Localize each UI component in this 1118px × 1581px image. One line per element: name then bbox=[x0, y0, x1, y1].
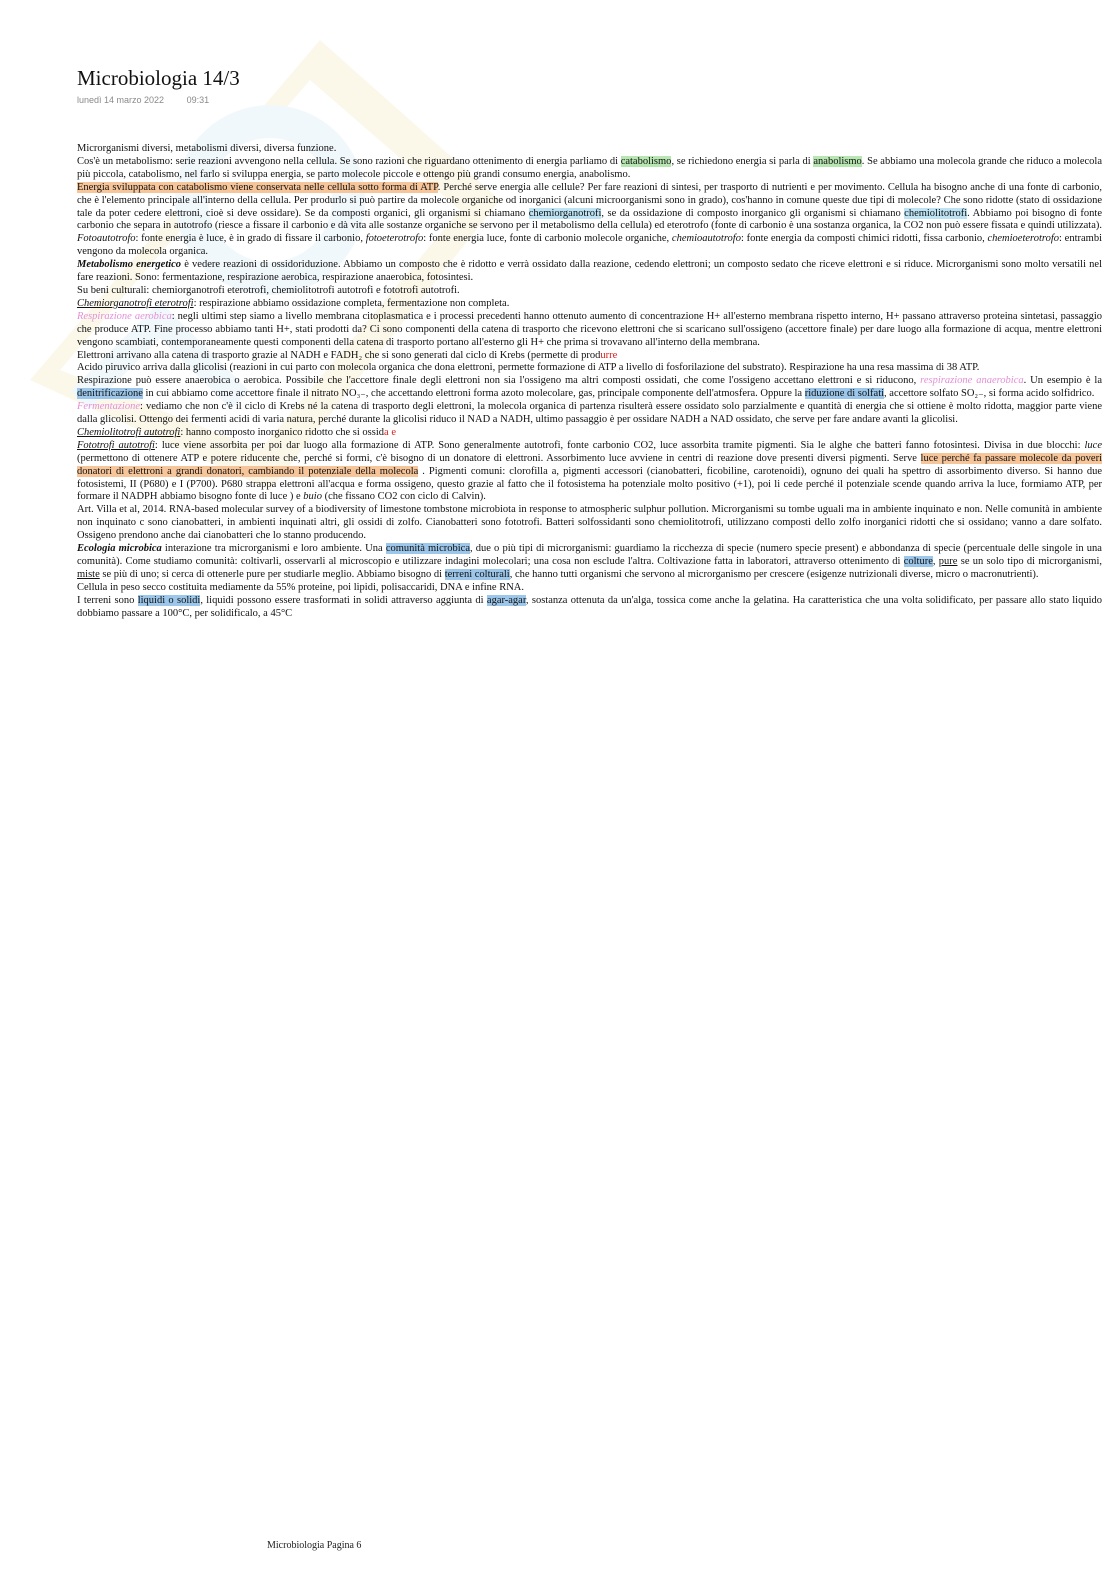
note-paragraph bbox=[77, 285, 1102, 298]
highlighted-text: Energia sviluppata con catabolismo viene conservata nelle cellula sotto forma di ATP bbox=[77, 181, 438, 193]
text-run: : fonte energia da composti chimici ridotti, fissa carbonio, bbox=[740, 233, 988, 245]
note-paragraph bbox=[77, 543, 1102, 582]
underlined-term: pure bbox=[938, 556, 958, 567]
text-run: . Un esempio è la bbox=[1023, 375, 1103, 387]
text-run: Elettroni arrivano alla catena di trasporto grazie al NADH e FADH₂ che si sono generati dal ciclo di Krebs (permette di prod bbox=[77, 349, 601, 361]
text-run: . Abbiamo poi bisogno di fonte carbonio che separa in autotrofo (riesce a fissare il carbonio e dà vita alle sostanze organiche se servono per il metabolismo della cellula) ed eterotrofo (fonte di carbonio è una sostanza organica, la CO2 non può essere fissata e quindi utilizzata). bbox=[77, 207, 1102, 232]
text-run: Respirazione può essere anaerobica o aerobica. Possibile che l'accettore finale degli elettroni non sia l'ossigeno ma altri composti ossidati, che come l'ossigeno accettano elettroni e si riducono, bbox=[77, 375, 921, 387]
text-run: : hanno composto inorganico ridotto che si ossid bbox=[180, 426, 385, 438]
highlighted-text: catabolismo bbox=[620, 155, 672, 167]
text-run: : fonte energia è luce, è in grado di fissare il carbonio, bbox=[135, 233, 366, 245]
notes-body bbox=[77, 143, 1102, 621]
highlighted-text: liquidi o solidi bbox=[137, 594, 201, 606]
italic-term: buio bbox=[303, 491, 322, 503]
text-run: : fonte energia luce, fonte di carbonio molecole organiche, bbox=[423, 233, 672, 245]
page-meta bbox=[77, 95, 209, 105]
text-run: in cui abbiamo come accettore finale il nitrato NO₃₋, che accettando elettroni forma azoto molecolare, gas, principale componente dell'atmosfera. Oppure la bbox=[142, 388, 805, 400]
text-run: se un solo tipo di microrganismi, bbox=[957, 556, 1102, 567]
text-run: Cos'è un metabolismo: serie reazioni avvengono nella cellula. Se sono razioni che riguardano ottenimento di energia parliamo di bbox=[77, 155, 621, 167]
note-paragraph bbox=[77, 298, 1102, 311]
text-run: : vediamo che non c'è il ciclo di Krebs né la catena di trasporto degli elettroni, la molecola organica di partenza risulterà essere ossidato solo parzialmente e quantità di energia che si ottiene è molto ridotta, maggior parte viene dalla glicolisi. Ottengo dei fermenti acidi di varia natura, perché durante la glicolisi riduco il NAD a NADH, ultimo passaggio è per ossidare NADH a NAD ossidato, che serve per fare andare avanti la glicolisi. bbox=[77, 401, 1102, 426]
text-run: (permettono di ottenere ATP e potere riducente che, perché si formi, c'è bisogno di un donatore di elettroni. Assorbimento luce avviene in centri di reazione dove presenti diversi pigmenti. Serve bbox=[77, 452, 921, 464]
text-run: , liquidi possono essere trasformati in solidi attraverso aggiunta di bbox=[200, 594, 487, 606]
text-run: : luce viene assorbita per poi dar luogo alla formazione di ATP. Sono generalmente autotrofi, fonte carbonio CO2, luce assorbita tramite pigmenti. Sia le alghe che batteri fanno fotosintesi. Divisa in due blocchi: bbox=[154, 439, 1085, 451]
text-run: . Pigmenti comuni: clorofilla a, pigmenti accessori (cianobatteri, ficobiline, carotenoidi), ognuno dei quali ha spettro di assorbimento diverso. Si hanno due fotosistemi, II (P680) e I (P700). P680 strappa elettroni all'acqua e forma ossigeno, questo grazie al fatto che il fotosistema ha potenziale molto positivo (+1), poi li cede perché il potenziale scende quando arriva la luce, formiamo ATP, per formare il NADPH abbiamo bisogno fonte di luce ) e bbox=[77, 465, 1102, 503]
colored-term: respirazione anaerobica bbox=[920, 375, 1024, 387]
section-heading: Chemiolitotrofi autotrofi bbox=[77, 426, 181, 438]
highlighted-text: comunità microbica bbox=[385, 543, 470, 555]
text-run: , se da ossidazione di composto inorganico gli organismi si chiamano bbox=[601, 207, 905, 219]
highlighted-text: terreni colturali bbox=[444, 568, 510, 580]
text-run: , bbox=[932, 556, 939, 567]
text-run: I terreni sono bbox=[77, 594, 138, 606]
colored-term: Respirazione aerobica bbox=[77, 310, 172, 322]
text-run: è vedere reazioni di ossidoriduzione. Abbiamo un composto che è ridotto e verrà ossidato dalla reazione, cedendo elettroni; un composto sedato che riceve elettroni e si riduce. Microrganismi sono molto versatili nel fare reazioni. Sono: fermentazione, respirazione aerobica, respirazione anaerobica, fotosintesi. bbox=[77, 259, 1102, 284]
note-paragraph bbox=[77, 375, 1102, 401]
highlighted-text: colture bbox=[903, 556, 933, 567]
highlighted-text: anabolismo bbox=[813, 155, 862, 167]
note-paragraph bbox=[77, 311, 1102, 350]
text-run: (che fissano CO2 con ciclo di Calvin). bbox=[321, 491, 486, 503]
text-run: Su beni culturali: chemiorganotrofi eterotrofi, chemiolitotrofi autotrofi e fototrofi autotrofi. bbox=[77, 284, 460, 296]
text-run: Acido piruvico arriva dalla glicolisi (reazioni in cui parto con molecola organica che dona elettroni, permette formazione di ATP a livello di fosforilazione del substrato). Respirazione ha una resa massima di 38 ATP. bbox=[77, 362, 980, 374]
text-run: se più di uno; si cerca di ottenerle pure per studiarle meglio. Abbiamo bisogno di bbox=[99, 568, 445, 580]
page-footer: Microbiologia Pagina 6 bbox=[267, 1540, 362, 1551]
colored-term: Fermentazione bbox=[77, 401, 140, 413]
note-paragraph bbox=[77, 350, 1102, 363]
italic-term: chemioautotrofo bbox=[671, 233, 741, 245]
page-title: Microbiologia 14/3 bbox=[77, 66, 240, 90]
note-paragraph bbox=[77, 401, 1102, 427]
text-run: Microrganismi diversi, metabolismi diversi, diversa funzione. bbox=[77, 143, 337, 154]
highlighted-text: agar-agar bbox=[486, 594, 526, 606]
text-run: interazione tra microrganismi e loro ambiente. Una bbox=[161, 543, 386, 555]
red-text: urre bbox=[600, 349, 618, 361]
note-paragraph bbox=[77, 182, 1102, 259]
highlighted-text: denitrificazione bbox=[77, 388, 143, 400]
note-paragraph bbox=[77, 156, 1102, 182]
note-paragraph bbox=[77, 582, 1102, 595]
note-paragraph bbox=[77, 595, 1102, 621]
page-time: 09:31 bbox=[186, 95, 210, 105]
text-run: , due o più tipi di microrganismi: guardiamo la ricchezza di specie (numero specie present) e abbondanza di specie (percentuale delle singole in una comunità). Come studiamo comunità: coltivarli, osservarli al microscopio e utilizzare indagini molecolari; una cosa non esclude l'altra. Coltivazione fatta in laboratori, attraverso ottenimento di bbox=[77, 543, 1102, 567]
highlighted-text: riduzione di solfati bbox=[804, 388, 885, 400]
text-run: : entrambi vengono da molecola organica. bbox=[77, 233, 1102, 258]
text-run: , che hanno tutti organismi che servono al microrganismo per crescere (esigenze nutrizionali diverse, micro o macronutrienti). bbox=[509, 568, 1039, 580]
text-run: , accettore solfato SO₂₋, si forma acido solfidrico. bbox=[884, 388, 1095, 400]
note-paragraph bbox=[77, 440, 1102, 505]
text-run: , sostanza ottenuta da un'alga, tossica come anche la gelatina. Ha caratteristica che una volta solidificato, per passare allo stato liquido dobbiamo passare a 100°C, per solidificalo, a 45°C bbox=[77, 594, 1103, 619]
text-run: , se richiedono energia si parla di bbox=[671, 155, 814, 167]
note-paragraph bbox=[77, 143, 1102, 156]
note-paragraph bbox=[77, 427, 1102, 440]
text-run: . Perché serve energia alle cellule? Per fare reazioni di sintesi, per trasporto di nutrienti e per movimento. Cellula ha bisogno anche di una fonte di carbonio, che è l'elemento principale all'interno della cellula. Per produrlo si può partire da molecole organiche od inorganici (alcuni microorganismi sono in grado), cos'hanno in comune queste due tipi di molecole? Che sono ridotte (stato di ossidazione tale da poter cedere elettroni, cioè si deve ossidare). Se da composti organici, gli organismi si chiamano bbox=[77, 181, 1103, 219]
note-paragraph bbox=[77, 362, 1102, 375]
text-run: Art. Villa et al, 2014. RNA-based molecular survey of a biodiversity of limestone tombstone microbiota in response to atmospheric sulphur pollution. Microrganismi su tombe uguali ma in ambiente inquinato e non. Nelle comunità in ambiente non inquinato c sono cianobatteri, in ambienti inquinati altri, gli ossidi di zolfo. Cianobatteri sono fototrofi. Batteri solfossidanti sono chemiolitotrofi, utilizzano composti dello zolfo inorganici ridotti che si ossidano; vanno a dare solfato. Ossigeno prendono anche dai cianobatteri che lo stanno producendo. bbox=[77, 504, 1102, 542]
red-text: a e bbox=[384, 426, 396, 438]
text-run: : negli ultimi step siamo a livello membrana citoplasmatica e i processi precedenti hanno ottenuto aumento di concentrazione H+ all'esterno membrana rispetto interno, H+ passano attraverso proteina sintetasi, passaggio che produce ATP. Fine processo abbiamo tanti H+, stati prodotti da? Ci sono componenti della catena di trasporto che ricevono elettroni che si scaricano sull'ossigeno (accettore finale) per dare luogo alla formazione di acqua, mentre elettroni vengono scambiati, contemporaneamente questi componenti della catena di trasporto portano all'esterno gli H+ che prima si trovavano all'interno della membrana. bbox=[77, 310, 1102, 348]
section-heading: Fototrofi autotrofi bbox=[77, 439, 155, 451]
text-run: Cellula in peso secco costituita mediamente da 55% proteine, poi lipidi, polisaccaridi, DNA e infine RNA. bbox=[77, 581, 525, 593]
highlighted-text: chemiolitotrofi bbox=[904, 207, 968, 219]
highlighted-text: luce perché fa passare molecole da poveri donatori di elettroni a grandi donatori, cambiando il potenziale della molecola bbox=[77, 452, 1102, 477]
highlighted-text: chemiorganotrofi bbox=[528, 207, 602, 219]
text-run: . Se abbiamo una molecola grande che riduco a molecola più piccola, catabolismo, nel farlo si sviluppa energia, se parto molecole piccole e ottengo più grandi consumo energia, anabolismo. bbox=[77, 155, 1103, 180]
italic-term: Fotoautotrofo bbox=[77, 233, 136, 245]
page-date: lunedì 14 marzo 2022 bbox=[77, 95, 165, 105]
bold-italic-term: Ecologia microbica bbox=[77, 543, 162, 555]
italic-term: fotoeterotrofo bbox=[365, 233, 424, 245]
underlined-term: miste bbox=[77, 568, 100, 580]
note-paragraph bbox=[77, 504, 1102, 543]
text-run: : respirazione abbiamo ossidazione completa, fermentazione non completa. bbox=[193, 297, 510, 309]
section-heading: Chemiorganotrofi eterotrofi bbox=[77, 297, 194, 309]
bold-italic-term: Metabolismo energetico bbox=[77, 259, 182, 271]
italic-term: luce bbox=[1084, 439, 1102, 451]
italic-term: chemioeterotrofo bbox=[987, 233, 1060, 245]
note-paragraph bbox=[77, 259, 1102, 285]
